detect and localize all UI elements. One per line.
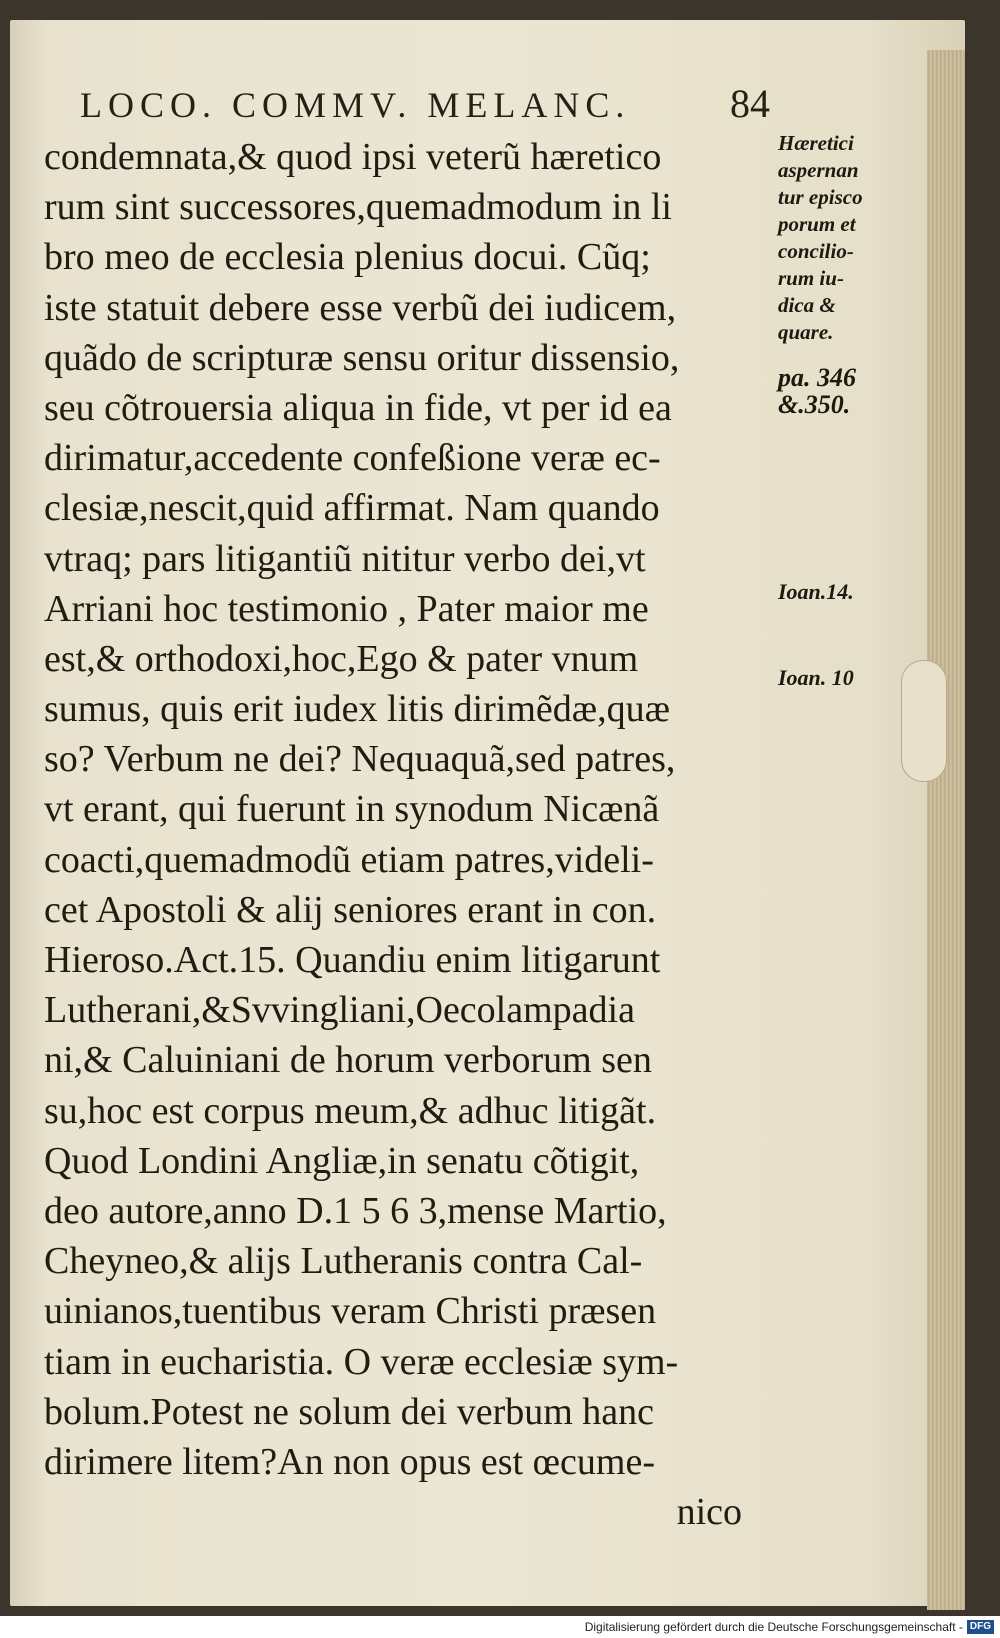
body-line: tiam in eucharistia. O veræ ecclesiæ sym-	[44, 1340, 679, 1383]
page-tab	[901, 660, 947, 782]
margin-note-line: dica &	[778, 293, 836, 317]
dfg-logo: DFG	[967, 1620, 994, 1634]
body-line: sumus, quis erit iudex litis dirimẽdæ,quæ	[44, 688, 670, 731]
body-line: ni,& Caluiniani de horum verborum sen	[44, 1039, 652, 1082]
body-line: seu cõtrouersia aliqua in fide, vt per id ea	[44, 386, 672, 429]
body-line: condemnata,& quod ipsi veterũ hæretico	[44, 136, 662, 178]
margin-note-line: concilio-	[778, 239, 854, 263]
body-line: coacti,quemadmodũ etiam patres,videli-	[44, 838, 654, 881]
margin-note-ioan-10: Ioan. 10	[778, 665, 854, 690]
body-line: dirimatur,accedente confeßione veræ ec-	[44, 437, 661, 480]
margin-note-line: rum iu-	[778, 266, 844, 290]
body-line: clesiæ,nescit,quid affirmat. Nam quando	[44, 487, 660, 530]
body-line: est,& orthodoxi,hoc,Ego & pater vnum	[44, 637, 639, 680]
body-line: Arriani hoc testimonio , Pater maior me	[44, 587, 649, 630]
margin-note-line: aspernan	[778, 158, 859, 182]
body-line: dirimere litem?An non opus est œcume-	[44, 1440, 656, 1483]
body-line: bro meo de ecclesia plenius docui. Cũq;	[44, 236, 651, 279]
body-text	[44, 132, 764, 1537]
body-line: quãdo de scripturæ sensu oritur dissensio,	[44, 336, 680, 379]
margin-note-ioan-14: Ioan.14.	[778, 579, 854, 604]
body-line: uinianos,tuentibus veram Christi præsen	[44, 1290, 657, 1333]
body-line: Lutherani,&Svvingliani,Oecolampadia	[44, 989, 635, 1032]
body-line: bolum.Potest ne solum dei verbum hanc	[44, 1390, 655, 1433]
body-line: Cheyneo,& alijs Lutheranis contra Cal-	[44, 1240, 643, 1283]
margin-note-line: quare.	[778, 320, 834, 344]
margin-note-page-ref	[778, 364, 898, 418]
body-line: so? Verbum ne dei? Nequaquã,sed patres,	[44, 738, 676, 781]
margin-note-line: porum et	[778, 212, 856, 236]
running-head	[80, 80, 770, 130]
page-edges	[927, 50, 965, 1610]
running-head-title: LOCO. COMMV. MELANC.	[80, 85, 631, 125]
body-line: Quod Londini Angliæ,in senatu cõtigit,	[44, 1139, 640, 1182]
body-line: Hieroso.Act.15. Quandiu enim litigarunt	[44, 939, 661, 981]
page-number: 84	[730, 81, 770, 126]
body-line: vtraq; pars litigantiũ nititur verbo dei,vt	[44, 537, 646, 580]
margin-notes	[778, 130, 898, 690]
digitization-footer	[0, 1616, 1000, 1638]
body-line: cet Apostoli & alij seniores erant in con.	[44, 888, 657, 931]
body-line: rum sint successores,quemadmodum in li	[44, 186, 672, 229]
footer-credit: Digitalisierung gefördert durch die Deutsche Forschungsgemeinschaft -	[584, 1620, 963, 1634]
margin-note-line: tur episco	[778, 185, 863, 209]
margin-note-haeretici	[778, 130, 898, 346]
body-line: iste statuit debere esse verbũ dei iudicem,	[44, 286, 677, 329]
body-line: vt erant, qui fuerunt in synodum Nicænã	[44, 788, 660, 831]
catchword: nico	[676, 1491, 742, 1534]
body-line: deo autore,anno D.1 5 6 3,mense Martio,	[44, 1189, 667, 1232]
margin-note-line: Hæretici	[778, 131, 854, 155]
margin-note-line: &.350.	[778, 390, 851, 419]
margin-note-line: pa. 346	[778, 363, 856, 392]
body-line: su,hoc est corpus meum,& adhuc litigãt.	[44, 1089, 657, 1132]
